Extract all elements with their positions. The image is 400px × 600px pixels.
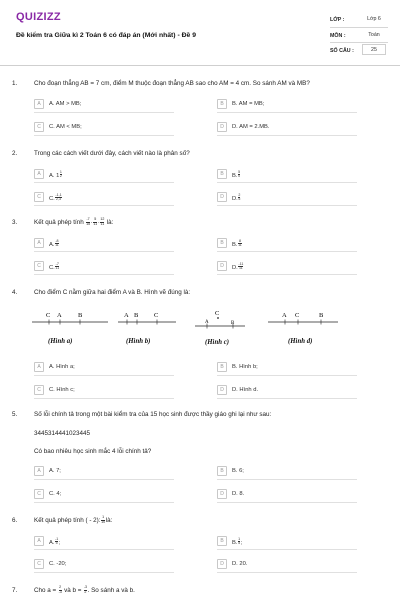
fraction bbox=[55, 263, 59, 272]
question-text-end: . So sánh a và b. bbox=[87, 586, 135, 594]
option-underline bbox=[217, 135, 357, 136]
figure-d bbox=[268, 312, 338, 325]
meta-label-count: SỐ CÂU : bbox=[330, 48, 354, 54]
option-underline bbox=[217, 274, 357, 275]
page-title: Đề kiểm tra Giữa kì 2 Toán 6 có đáp án (Mới nhất) - Đề 9 bbox=[16, 32, 196, 39]
fraction-denominator: 5 bbox=[55, 541, 58, 546]
option-text bbox=[49, 240, 59, 249]
fraction-denominator: 2,3 bbox=[56, 197, 61, 202]
option-letter-box: D bbox=[217, 489, 227, 499]
fraction-denominator: 2 bbox=[84, 589, 87, 594]
question-subtext: Có bao nhiêu học sinh mắc 4 lỗi chính tả? bbox=[34, 448, 152, 455]
fraction bbox=[238, 538, 240, 547]
option-letter-box: D bbox=[217, 122, 227, 132]
fraction-denominator: -3 bbox=[58, 589, 62, 594]
option-label: D. bbox=[232, 195, 238, 202]
option-underline bbox=[217, 502, 357, 503]
option-underline bbox=[34, 549, 174, 550]
option-underline bbox=[217, 112, 357, 113]
meta-divider bbox=[330, 42, 388, 43]
question-number: 6. bbox=[12, 517, 18, 524]
option-underline bbox=[217, 479, 357, 480]
option-letter-box: C bbox=[34, 559, 44, 569]
meta-label-subject: MÔN : bbox=[330, 33, 346, 39]
option-underline bbox=[217, 549, 357, 550]
option-text: B. 6; bbox=[232, 467, 244, 474]
fraction-denominator: 5 bbox=[238, 197, 241, 202]
fraction-denominator: 11 bbox=[238, 243, 242, 248]
fraction-numerator: 1 bbox=[238, 536, 241, 541]
option-letter-box: D bbox=[217, 385, 227, 395]
figure-caption: (Hình b) bbox=[126, 338, 151, 345]
question-data-line: 3445314441023445 bbox=[34, 430, 91, 437]
option-letter-box: A bbox=[34, 99, 44, 109]
fraction-numerator: -1 bbox=[55, 536, 59, 541]
point-dot bbox=[217, 317, 219, 319]
option-text: C. 4; bbox=[49, 490, 62, 497]
option-letter-box: A bbox=[34, 169, 44, 179]
option-text: B. Hình b; bbox=[232, 363, 258, 370]
question-number: 7. bbox=[12, 587, 18, 594]
option-letter-box: D bbox=[217, 559, 227, 569]
figure-c bbox=[195, 310, 245, 329]
fraction-numerator: 5 bbox=[94, 217, 97, 221]
figures-diagram bbox=[30, 305, 375, 345]
question-text-mid: và b = bbox=[64, 586, 82, 594]
option-underline bbox=[34, 251, 174, 252]
point-label: A bbox=[282, 312, 287, 319]
option-letter-box: A bbox=[34, 536, 44, 546]
fraction bbox=[86, 218, 90, 227]
point-label: A bbox=[205, 320, 209, 325]
option-letter-box: C bbox=[34, 192, 44, 202]
question-text-start: Cho a = bbox=[34, 586, 57, 594]
option-text bbox=[232, 240, 242, 249]
fraction bbox=[84, 586, 87, 595]
option-letter-box: B bbox=[217, 536, 227, 546]
option-underline bbox=[217, 398, 357, 399]
question-number: 5. bbox=[12, 411, 18, 418]
fraction-numerator: 5 bbox=[238, 169, 241, 174]
option-letter-box: B bbox=[217, 238, 227, 248]
point-label: C bbox=[215, 310, 220, 317]
fraction-denominator: 11 bbox=[55, 243, 59, 248]
question-text: Cho đoạn thẳng AB = 7 cm, điểm M thuộc đoạn thẳng AB sao cho AM = 4 cm. So sánh AM và MB? bbox=[34, 80, 310, 87]
fraction-numerator: 1 bbox=[102, 515, 105, 519]
option-text: A. AM > MB; bbox=[49, 100, 82, 107]
fraction-numerator: 8 bbox=[238, 238, 241, 243]
meta-value-subject: Toán bbox=[368, 32, 380, 38]
question-text-end: là: bbox=[106, 218, 114, 226]
question-number: 2. bbox=[12, 150, 18, 157]
figure-b bbox=[118, 312, 176, 325]
option-letter-box: A bbox=[34, 466, 44, 476]
question-number: 1. bbox=[12, 80, 18, 87]
option-underline bbox=[34, 572, 174, 573]
question-text-start: Kết quả phép tính ( - 2): bbox=[34, 516, 101, 524]
option-letter-box: A bbox=[34, 238, 44, 248]
option-label: A. bbox=[49, 241, 55, 248]
quizizz-logo: QUIZIZZ bbox=[16, 11, 61, 23]
fraction bbox=[100, 218, 104, 227]
fraction bbox=[60, 171, 62, 180]
option-text bbox=[49, 263, 60, 272]
fraction-numerator: 1 bbox=[59, 169, 62, 174]
fraction-denominator: 15 bbox=[86, 221, 91, 226]
option-underline bbox=[34, 182, 174, 183]
option-label: D. bbox=[232, 264, 238, 271]
fraction bbox=[101, 516, 105, 525]
fraction-denominator: 11 bbox=[239, 266, 243, 271]
meta-divider bbox=[330, 27, 388, 28]
document-header bbox=[0, 0, 400, 66]
option-underline bbox=[217, 182, 357, 183]
meta-label-grade: LỚP : bbox=[330, 17, 345, 23]
fraction-denominator: 11 bbox=[55, 266, 60, 271]
point-label: A bbox=[124, 312, 129, 319]
fraction-numerator: -8 bbox=[55, 238, 59, 243]
option-letter-box: C bbox=[34, 385, 44, 395]
option-label: C. bbox=[49, 195, 55, 202]
option-text bbox=[232, 171, 241, 180]
option-letter-box: B bbox=[217, 99, 227, 109]
fraction-denominator: 10 bbox=[101, 519, 106, 524]
fraction-denominator: 11 bbox=[100, 221, 105, 226]
fraction-numerator: -3 bbox=[83, 585, 88, 589]
fraction bbox=[59, 586, 62, 595]
option-text: A. $\frac{-1}{5}$ ; bbox=[49, 536, 61, 546]
option-text bbox=[49, 194, 62, 203]
fraction bbox=[238, 194, 240, 203]
option-underline bbox=[217, 205, 357, 206]
option-text: A. 7; bbox=[49, 467, 61, 474]
option-letter-box: A bbox=[34, 362, 44, 372]
question-text: Kết quả phép tính $\frac{-7}{15}$ · $\frac{5}{11}$ · $\frac{12}{11}$ là: bbox=[34, 217, 114, 226]
option-text: A. Hình a; bbox=[49, 363, 75, 370]
option-underline bbox=[34, 479, 174, 480]
figure-caption: (Hình a) bbox=[48, 338, 73, 345]
option-underline bbox=[34, 135, 174, 136]
option-label: A. 1 bbox=[49, 172, 60, 179]
option-letter-box: C bbox=[34, 489, 44, 499]
option-label: B. bbox=[232, 241, 238, 248]
option-text: D. AM = 2.MB. bbox=[232, 123, 270, 130]
fraction-denominator: 2 bbox=[59, 174, 62, 179]
point-label: A bbox=[57, 312, 62, 319]
figure-a bbox=[32, 312, 108, 325]
fraction bbox=[55, 538, 58, 547]
option-text bbox=[49, 171, 63, 180]
question-number: 3. bbox=[12, 219, 18, 226]
question-text-start: Kết quả phép tính bbox=[34, 218, 84, 226]
fraction-numerator: -11 bbox=[238, 261, 244, 266]
option-letter-box: C bbox=[34, 122, 44, 132]
option-text bbox=[232, 263, 244, 272]
fraction-denominator: 5 bbox=[238, 541, 241, 546]
fraction-denominator: 0 bbox=[238, 174, 241, 179]
option-underline bbox=[34, 274, 174, 275]
fraction bbox=[238, 263, 243, 272]
fraction-numerator: 2 bbox=[238, 192, 241, 197]
option-label: A. bbox=[49, 539, 55, 546]
fraction-numerator: 2 bbox=[59, 585, 62, 589]
point-label: B bbox=[231, 321, 235, 326]
option-letter-box: D bbox=[217, 261, 227, 271]
fraction-numerator: -7 bbox=[55, 261, 59, 266]
point-label: B bbox=[134, 312, 139, 319]
option-underline bbox=[217, 251, 357, 252]
fraction-numerator: -1,1 bbox=[55, 192, 62, 197]
point-label: B bbox=[78, 312, 83, 319]
question-text bbox=[34, 586, 135, 595]
fraction bbox=[238, 171, 240, 180]
point-label: C bbox=[295, 312, 300, 319]
fraction-numerator: -7 bbox=[86, 217, 90, 221]
question-text: Số lỗi chính tả trong một bài kiểm tra của 15 học sinh được thầy giáo ghi lại như sau: bbox=[34, 411, 272, 418]
option-text: D. 20. bbox=[232, 560, 248, 567]
question-text-end: là: bbox=[105, 516, 113, 524]
option-letter-box: B bbox=[217, 169, 227, 179]
option-underline bbox=[34, 375, 174, 376]
option-underline bbox=[217, 572, 357, 573]
figure-caption: (Hình c) bbox=[205, 339, 229, 346]
option-underline bbox=[34, 398, 174, 399]
fraction bbox=[55, 194, 61, 203]
fraction-numerator: 12 bbox=[100, 217, 105, 221]
question-text: Trong các cách viết dưới đây, cách viết nào là phân số? bbox=[34, 150, 190, 157]
option-text bbox=[232, 194, 241, 203]
option-letter-box: B bbox=[217, 362, 227, 372]
option-underline bbox=[217, 375, 357, 376]
option-text: D. Hình d. bbox=[232, 386, 259, 393]
option-letter-box: B bbox=[217, 466, 227, 476]
question-number: 4. bbox=[12, 289, 18, 296]
option-text: B. $\frac{1}{5}$ ; bbox=[232, 536, 243, 546]
option-letter-box: C bbox=[34, 261, 44, 271]
meta-value-count: 25 bbox=[362, 44, 386, 55]
point-label: C bbox=[154, 312, 159, 319]
option-text: C. -20; bbox=[49, 560, 67, 567]
option-label: B. bbox=[232, 539, 238, 546]
option-underline bbox=[34, 112, 174, 113]
fraction bbox=[238, 240, 242, 249]
question-text: Cho điểm C nằm giữa hai điểm A và B. Hình vẽ đúng là: bbox=[34, 289, 191, 296]
option-text: C. AM < MB; bbox=[49, 123, 82, 130]
meta-value-grade: Lớp 6 bbox=[367, 16, 381, 22]
fraction bbox=[55, 240, 59, 249]
fraction-denominator: 11 bbox=[93, 221, 98, 226]
option-text: C. Hình c; bbox=[49, 386, 75, 393]
option-text: D. 8. bbox=[232, 490, 245, 497]
point-label: C bbox=[46, 312, 51, 319]
option-letter-box: D bbox=[217, 192, 227, 202]
option-label: B. bbox=[232, 172, 238, 179]
option-text: B. AM = MB; bbox=[232, 100, 265, 107]
point-label: B bbox=[319, 312, 324, 319]
fraction bbox=[93, 218, 97, 227]
option-underline bbox=[34, 205, 174, 206]
figure-caption: (Hình d) bbox=[288, 338, 313, 345]
option-label: C. bbox=[49, 264, 55, 271]
option-underline bbox=[34, 502, 174, 503]
question-text bbox=[34, 516, 112, 525]
